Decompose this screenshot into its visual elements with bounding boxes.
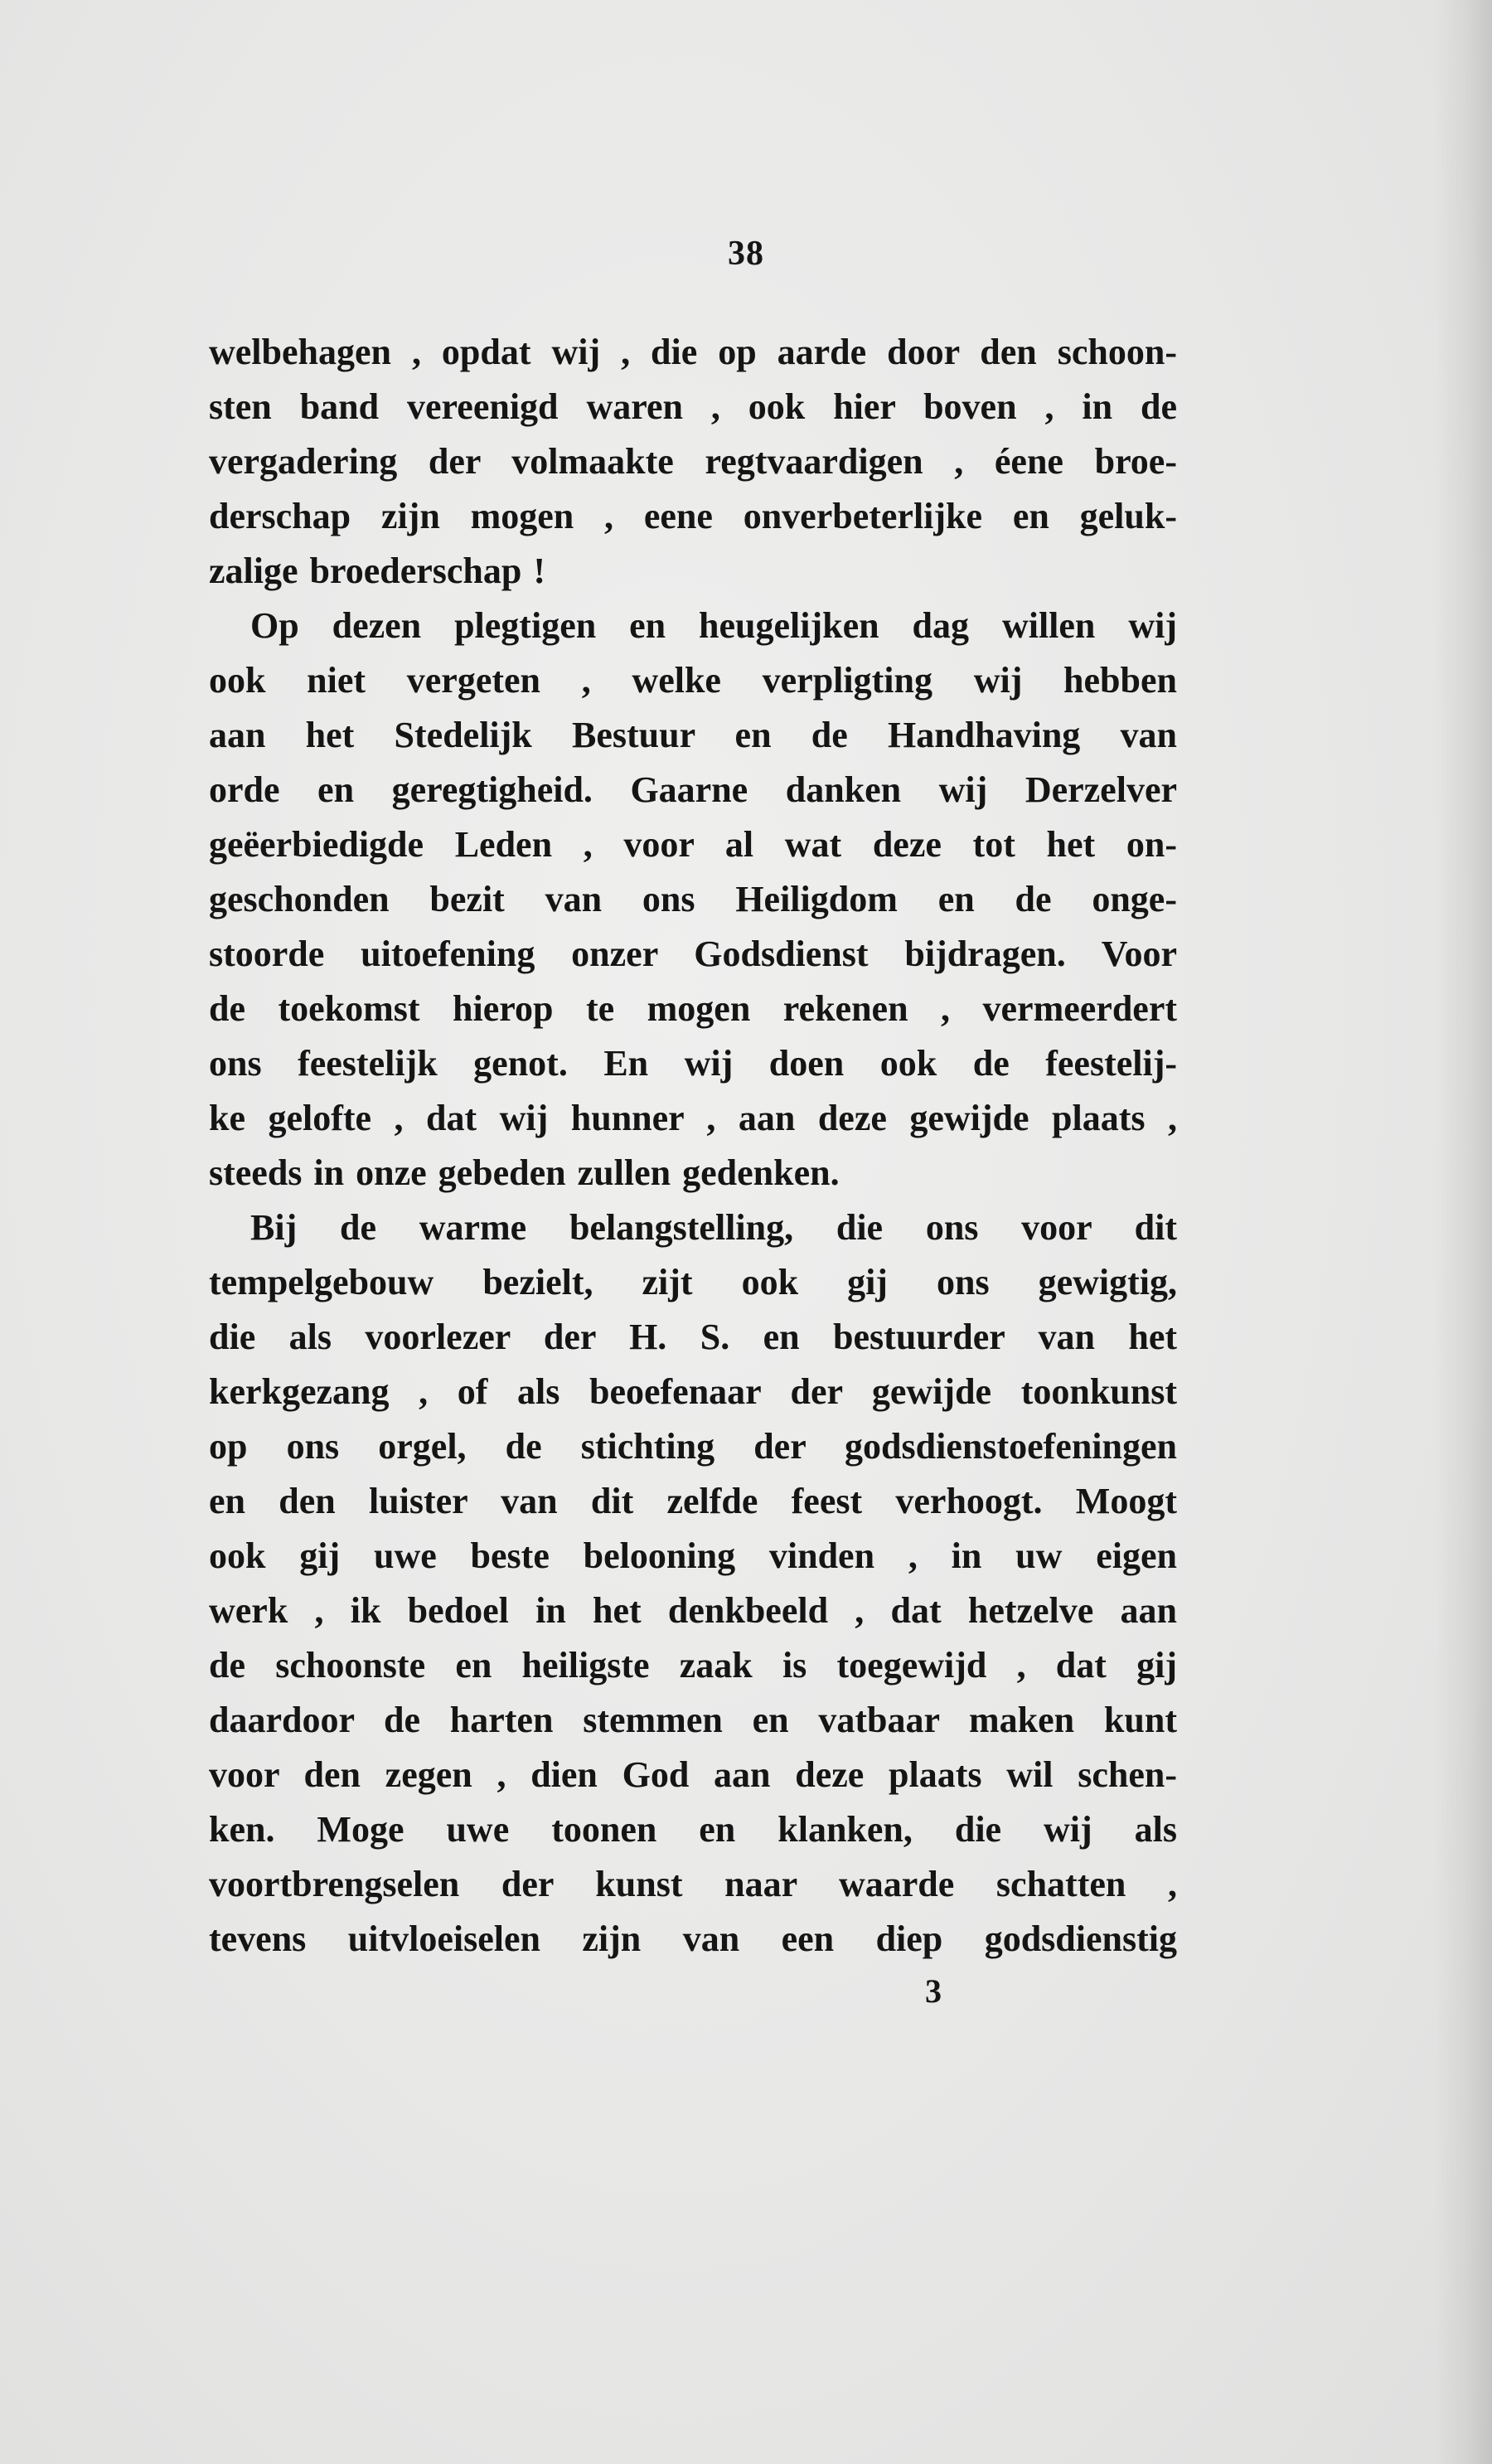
- text-line: stoorde uitoefening onzer Godsdienst bijdragen. Voor: [209, 934, 1177, 974]
- text-line: sten band vereenigd waren , ook hier boven , in de: [209, 386, 1177, 427]
- paragraph-start-line: Bij de warme belangstelling, die ons voor dit: [250, 1207, 1177, 1248]
- text-line: tempelgebouw bezielt, zijt ook gij ons gewigtig,: [209, 1262, 1177, 1302]
- text-line: kerkgezang , of als beoefenaar der gewijde toonkunst: [209, 1371, 1177, 1412]
- page-edge-shadow: [1434, 0, 1492, 2464]
- text-line: en den luister van dit zelfde feest verhoogt. Moogt: [209, 1481, 1177, 1521]
- text-line: ook niet vergeten , welke verpligting wij hebben: [209, 660, 1177, 701]
- text-line: ook gij uwe beste belooning vinden , in uw eigen: [209, 1535, 1177, 1576]
- text-line: ken. Moge uwe toonen en klanken, die wij als: [209, 1809, 1177, 1850]
- text-line: op ons orgel, de stichting der godsdienstoefeningen: [209, 1426, 1177, 1467]
- text-line: geëerbiedigde Leden , voor al wat deze tot het on-: [209, 824, 1177, 865]
- text-line: voor den zegen , dien God aan deze plaats wil schen-: [209, 1754, 1177, 1795]
- text-line: die als voorlezer der H. S. en bestuurder van het: [209, 1317, 1177, 1357]
- text-line: orde en geregtigheid. Gaarne danken wij Derzelver: [209, 769, 1177, 810]
- text-line: aan het Stedelijk Bestuur en de Handhaving van: [209, 715, 1177, 755]
- text-line: steeds in onze gebeden zullen gedenken.: [209, 1152, 840, 1193]
- text-line: derschap zijn mogen , eene onverbeterlijke en geluk-: [209, 496, 1177, 536]
- paragraph-start-line: Op dezen plegtigen en heugelijken dag willen wij: [250, 605, 1177, 646]
- text-line: voortbrengselen der kunst naar waarde schatten ,: [209, 1864, 1177, 1904]
- text-line: tevens uitvloeiselen zijn van een diep godsdienstig: [209, 1918, 1177, 1959]
- text-line: ke gelofte , dat wij hunner , aan deze gewijde plaats ,: [209, 1098, 1177, 1138]
- signature-mark: 3: [925, 1972, 942, 2010]
- page-number: 38: [728, 235, 764, 273]
- text-line: welbehagen , opdat wij , die op aarde door den schoon-: [209, 332, 1177, 372]
- text-line: zalige broederschap !: [209, 551, 546, 591]
- text-line: geschonden bezit van ons Heiligdom en de onge-: [209, 879, 1177, 919]
- text-line: de schoonste en heiligste zaak is toegewijd , dat gij: [209, 1645, 1177, 1686]
- text-line: daardoor de harten stemmen en vatbaar maken kunt: [209, 1700, 1177, 1740]
- body-text: [209, 325, 1177, 1967]
- text-line: de toekomst hierop te mogen rekenen , vermeerdert: [209, 988, 1177, 1029]
- text-line: werk , ik bedoel in het denkbeeld , dat hetzelve aan: [209, 1590, 1177, 1631]
- text-line: vergadering der volmaakte regtvaardigen , éene broe-: [209, 441, 1177, 482]
- text-line: ons feestelijk genot. En wij doen ook de feestelij-: [209, 1043, 1177, 1084]
